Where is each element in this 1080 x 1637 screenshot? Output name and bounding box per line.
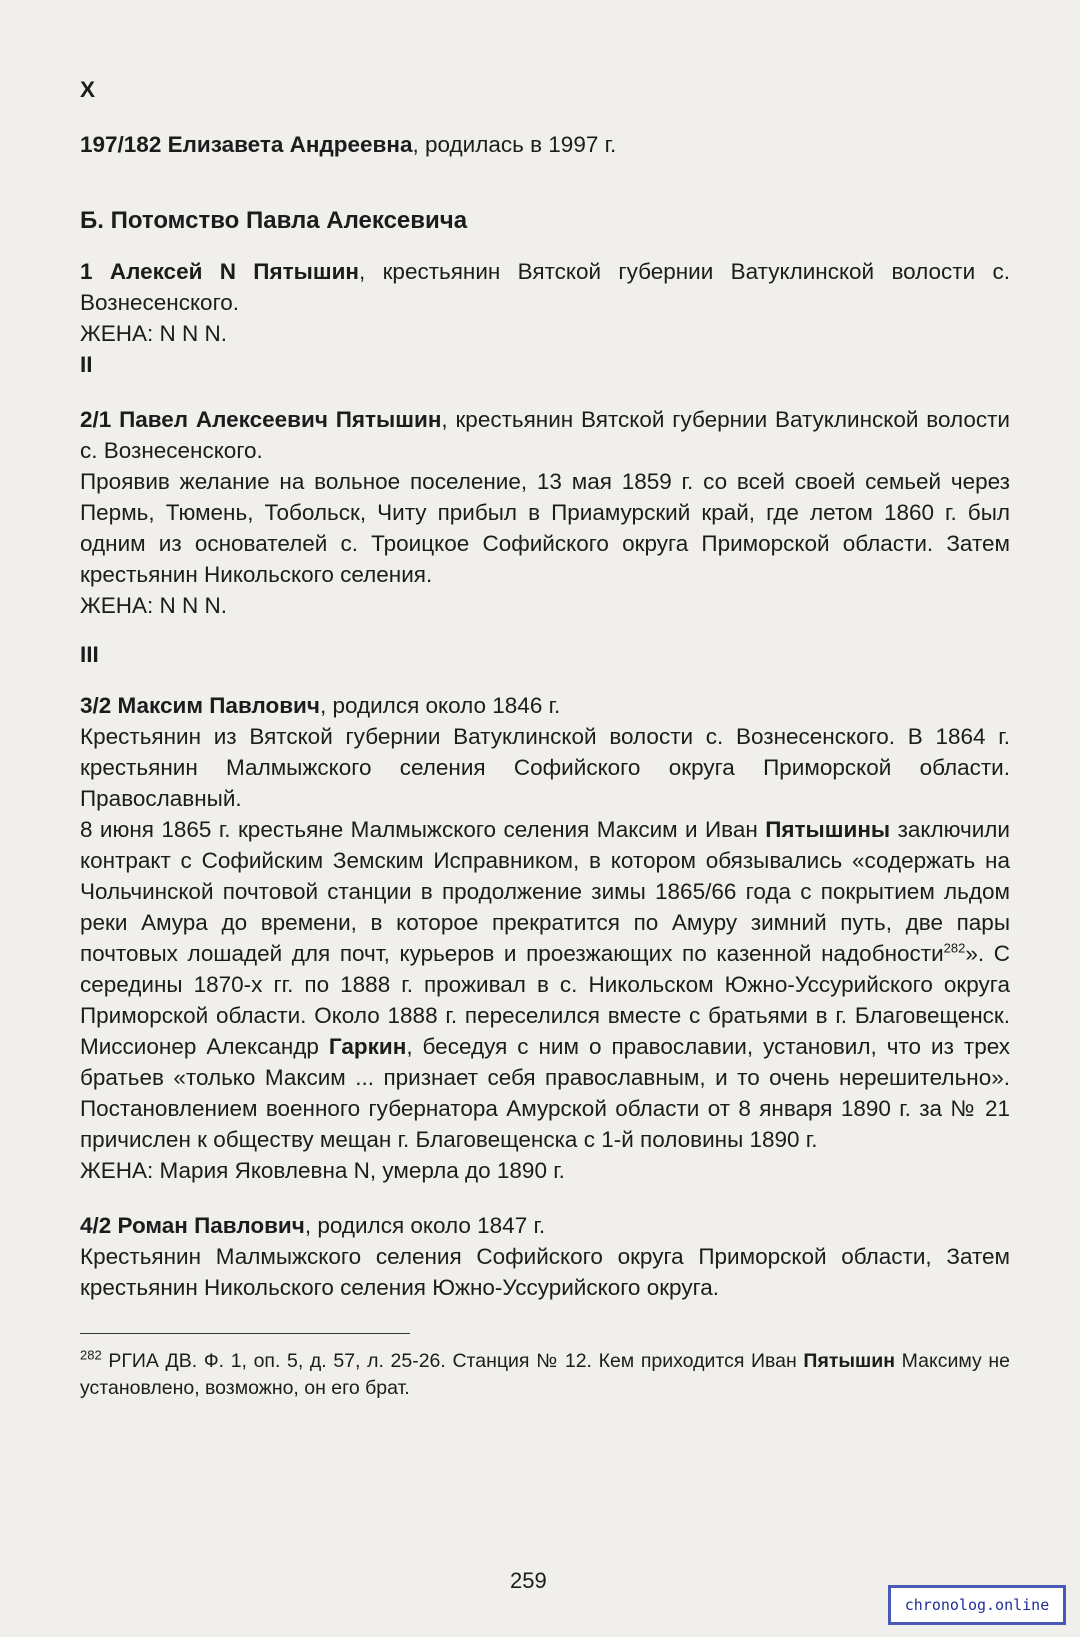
entry-2-paragraph: Проявив желание на вольное поселение, 13 мая 1859 г. со всей своей семьей через Пермь, Тюмень, Тобольск, Читу прибыл в Приамурский край, где летом 1860 г. был одним из основателей с. Троицкое Софийского округа Приморской области. Затем крестьянин Никольского селения. — [80, 469, 1010, 587]
entry-3-text-a: 8 июня 1865 г. крестьяне Малмыжского селения Максим и Иван — [80, 817, 766, 842]
entry-1 — [80, 256, 1010, 318]
entry-4-paragraph: Крестьянин Малмыжского селения Софийского округа Приморской области, Затем крестьянин Никольского селения Южно-Уссурийского округа. — [80, 1244, 1010, 1300]
footnote-282 — [80, 1348, 1010, 1402]
entry-3-text-d: ». С середины 1870-х гг. по 1888 г. проживал в с. Никольском Южно-Уссурийского округа Приморской области. Около 1888 г. переселился вместе с братьями в г. Благовещенск. Миссионер Александр — [80, 941, 1010, 1059]
entry-3-surname: Пятышины — [765, 817, 891, 842]
generation-heading-x: X — [80, 77, 96, 102]
footnote-divider — [80, 1333, 410, 1334]
entry-2-spouse: ЖЕНА: N N N. — [80, 593, 228, 618]
section-heading: Б. Потомство Павла Алексевича — [80, 207, 468, 234]
entry-3-text: , родился около 1846 г. — [319, 693, 561, 718]
entry-4-text: , родился около 1847 г. — [304, 1213, 546, 1238]
entry-197-name: 197/182 Елизавета Андреевна — [80, 132, 413, 157]
entry-197 — [80, 129, 1010, 160]
page-body — [80, 70, 1010, 1402]
page-number: 259 — [510, 1568, 547, 1593]
entry-2-name: 2/1 Павел Алексеевич Пятышин — [80, 407, 442, 432]
entry-2 — [80, 404, 1010, 466]
entry-3-text-c: заключили контракт с Софийским Земским Исправником, в котором обязывались «содержать на Чольчинской почтовой станции в продолжение зимы 1865/66 года с покрытием льдом реки Амура до времени, в которое прекратится по Амуру зимний путь, две пары почтовых лошадей для почт, курьеров и проезжающих по казенной надобности — [80, 817, 1010, 966]
footnote-text-a: РГИА ДВ. Ф. 1, оп. 5, д. 57, л. 25-26. Станция № 12. Кем приходится Иван — [101, 1350, 804, 1372]
entry-3 — [80, 690, 1010, 721]
site-watermark: chronolog.online — [888, 1585, 1066, 1625]
generation-heading-ii: II — [80, 352, 93, 377]
footnote-text-b: Максиму не установлено, возможно, он его брат. — [80, 1350, 1010, 1399]
footnote-surname: Пятышин — [803, 1350, 896, 1372]
entry-1-text: , крестьянин Вятской губернии Ватуклинской волости с. Вознесенского. — [80, 259, 1010, 315]
entry-3-text-f: , беседуя с ним о православии, установил, что из трех братьев «только Максим ... признает себя православным, и то очень нерешительно». Постановлением военного губернатора Амурской области от 8 января 1890 г. за № 21 причислен к обществу мещан г. Благовещенска с 1-й половины 1890 г. — [80, 1034, 1010, 1152]
entry-3-paragraph-1: Крестьянин из Вятской губернии Ватуклинской волости с. Вознесенского. В 1864 г. крестьянин Малмыжского селения Софийского округа Приморской области. Православный. — [80, 724, 1010, 811]
entry-3-paragraph-2 — [80, 814, 1010, 1155]
entry-3-spouse: ЖЕНА: Мария Яковлевна N, умерла до 1890 г. — [80, 1158, 565, 1183]
footnote-reference: 282 — [943, 940, 966, 956]
entry-1-name: 1 Алексей N Пятышин — [80, 259, 360, 284]
entry-4 — [80, 1210, 1010, 1241]
entry-4-name: 4/2 Роман Павлович — [80, 1213, 305, 1238]
footnote-mark: 282 — [80, 1347, 102, 1363]
generation-heading-iii: III — [80, 642, 99, 667]
entry-2-text: , крестьянин Вятской губернии Ватуклинской волости с. Вознесенского. — [80, 407, 1010, 463]
entry-1-spouse: ЖЕНА: N N N. — [80, 321, 228, 346]
entry-3-name: 3/2 Максим Павлович — [80, 693, 320, 718]
entry-3-missionary-name: Гаркин — [328, 1034, 407, 1059]
entry-197-text: , родилась в 1997 г. — [412, 132, 617, 157]
